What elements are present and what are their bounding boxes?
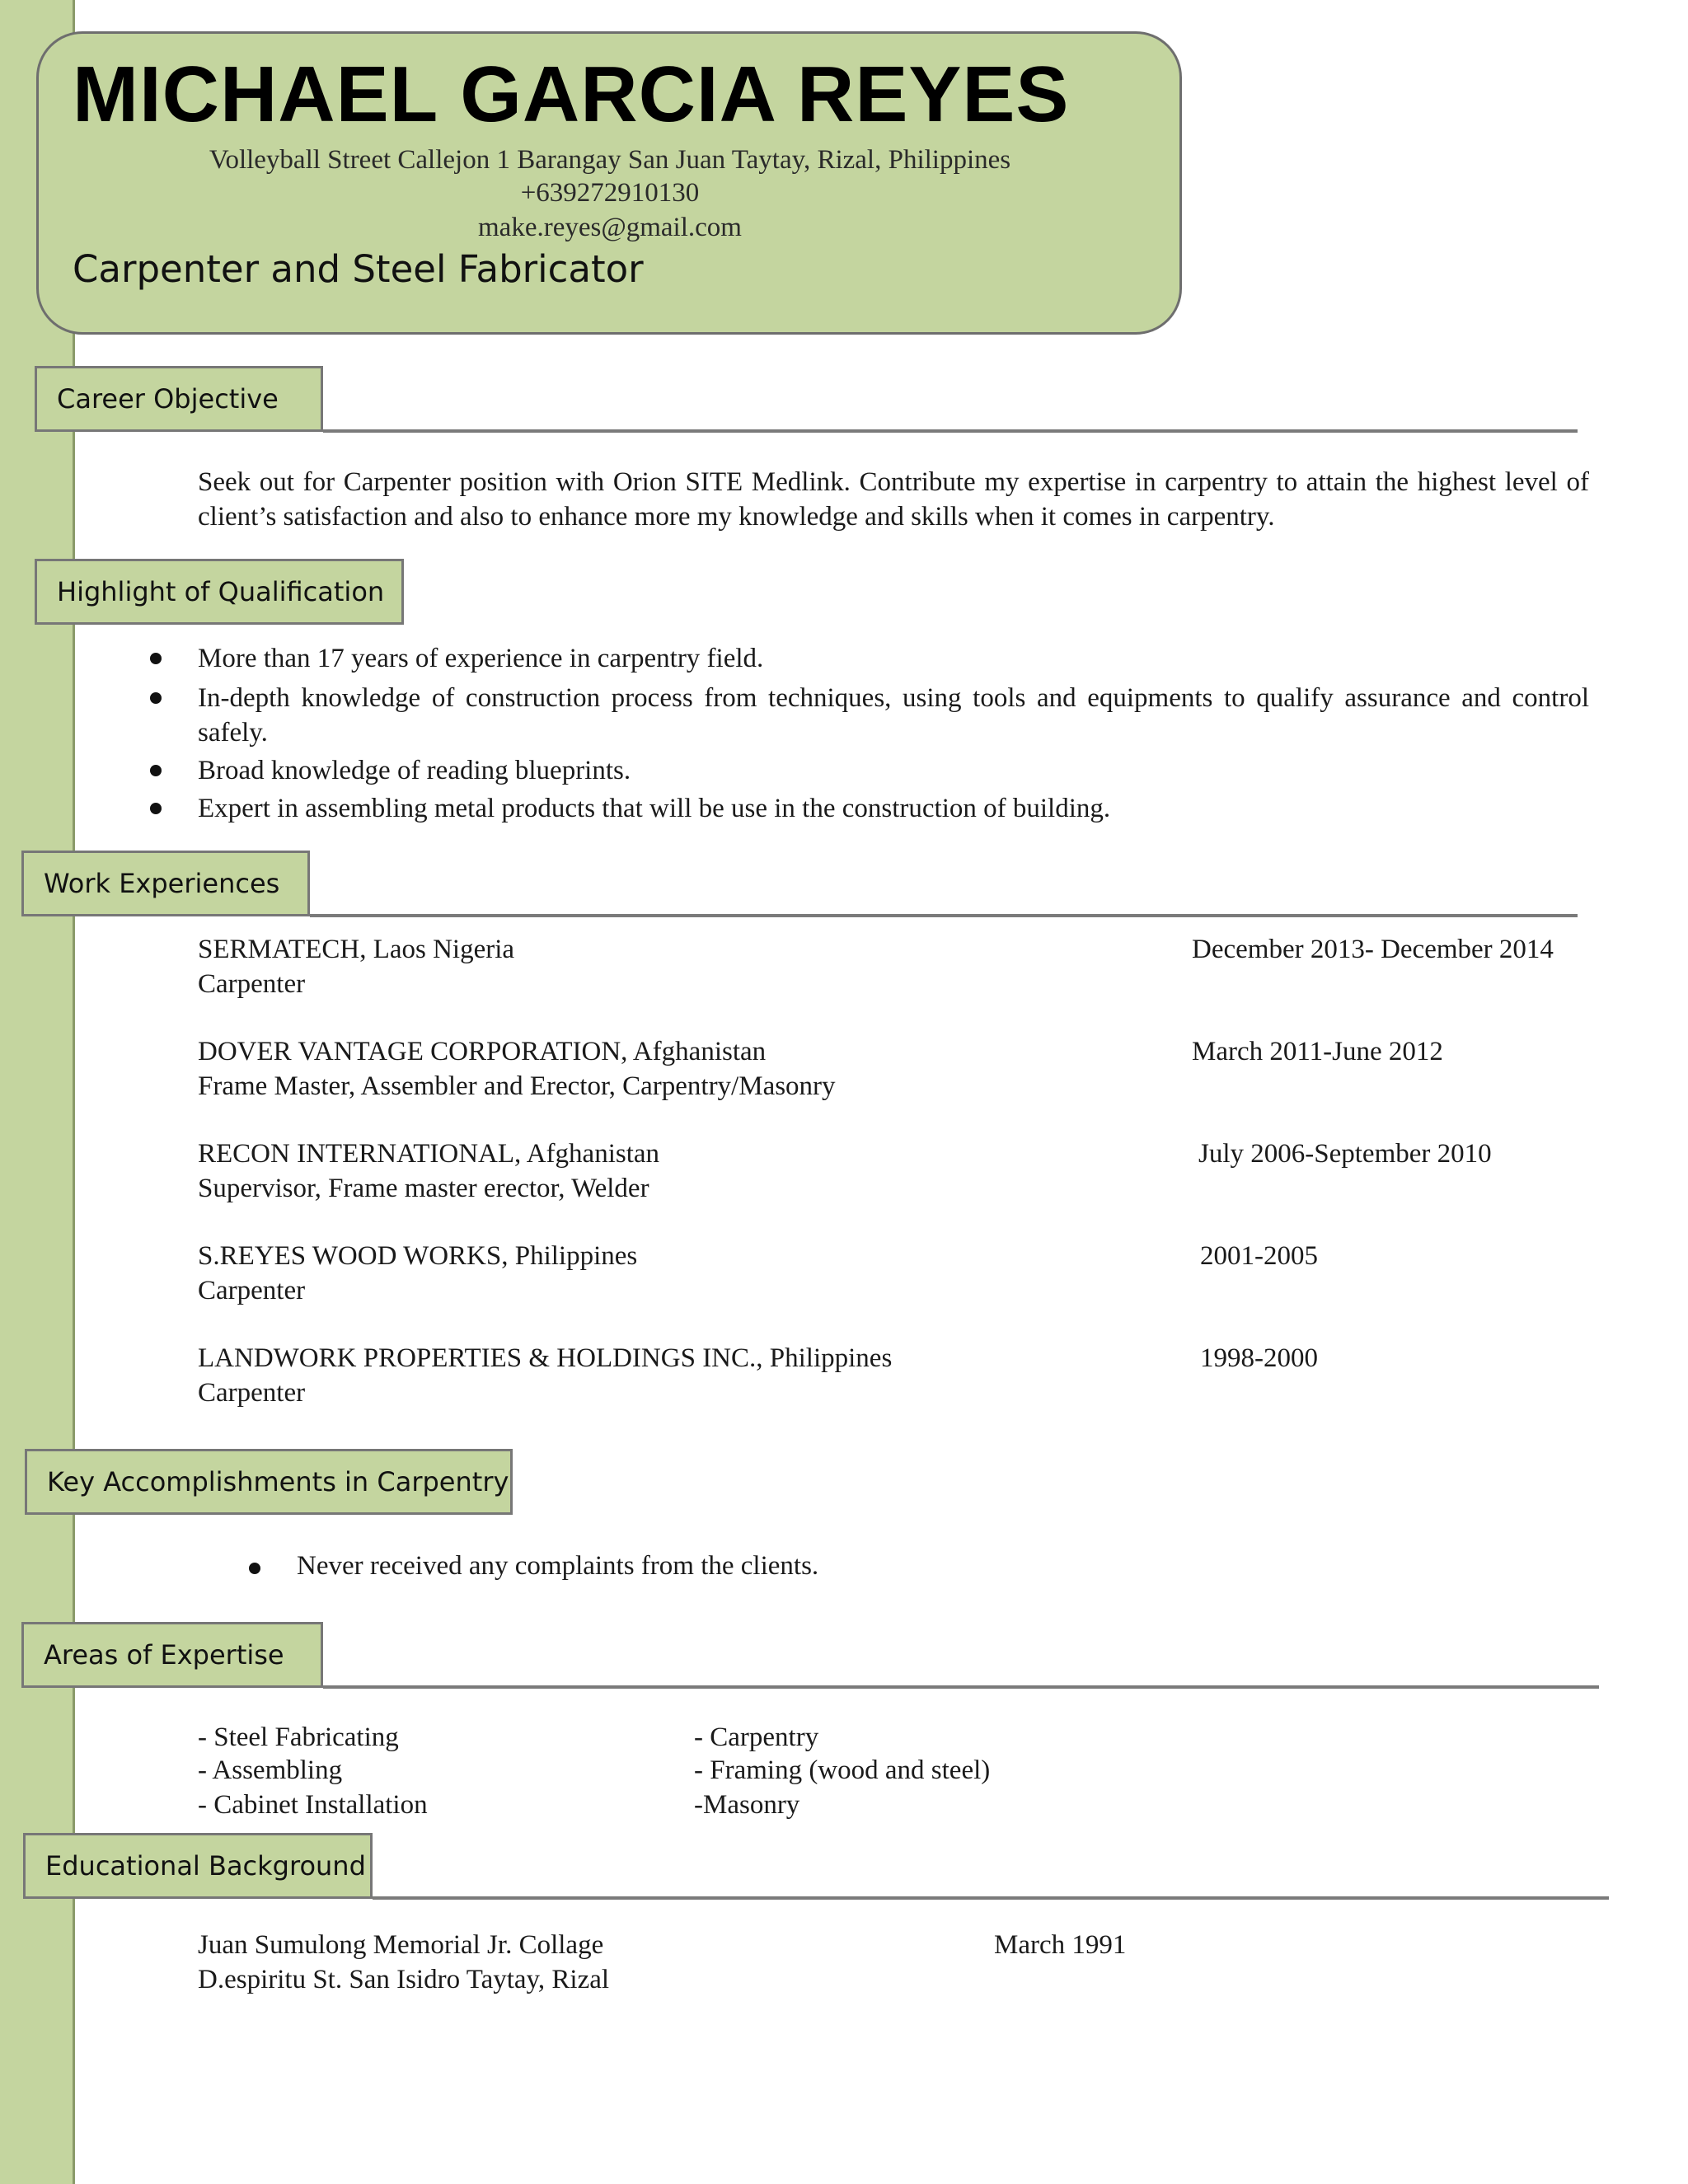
job-position: Supervisor, Frame master erector, Welder	[198, 1174, 649, 1203]
qualification-item: Expert in assembling metal products that will be use in the construction of building.	[198, 794, 1111, 823]
education-date: March 1991	[994, 1930, 1127, 1960]
job-title: Carpenter and Steel Fabricator	[73, 247, 644, 291]
job-company: RECON INTERNATIONAL, Afghanistan	[198, 1139, 660, 1169]
job-company: SERMATECH, Laos Nigeria	[198, 935, 515, 964]
qualification-item: In-depth knowledge of construction process from techniques, using tools and equipments to qualify assurance and control safely.	[198, 683, 1589, 748]
applicant-name: MICHAEL GARCIA REYES	[73, 50, 1070, 138]
job-company: DOVER VANTAGE CORPORATION, Afghanistan	[198, 1037, 767, 1066]
career-objective-text: Seek out for Carpenter position with Orion SITE Medlink. Contribute my expertise in carpentry to attain the highest level of client’s satisfaction and also to enhance more my knowledge and skills when it comes in carpentry.	[198, 467, 1589, 532]
section-heading-accomplishments: Key Accomplishments in Carpentry	[25, 1449, 513, 1515]
section-heading-qualifications: Highlight of Qualification	[35, 559, 404, 625]
expertise-item: - Assembling	[198, 1755, 343, 1785]
section-heading-career-objective: Career Objective	[35, 366, 323, 432]
school-address: D.espiritu St. San Isidro Taytay, Rizal	[198, 1965, 610, 1994]
job-position: Carpenter	[198, 969, 306, 999]
section-divider	[373, 1896, 1609, 1900]
bullet-icon	[150, 765, 162, 776]
address: Volleyball Street Callejon 1 Barangay San Juan Taytay, Rizal, Philippines	[209, 145, 1011, 175]
job-dates: 2001-2005	[1200, 1241, 1318, 1271]
expertise-item: - Cabinet Installation	[198, 1790, 428, 1820]
bullet-icon	[150, 803, 162, 814]
job-position: Frame Master, Assembler and Erector, Carpentry/Masonry	[198, 1071, 836, 1101]
expertise-item: -Masonry	[694, 1790, 800, 1820]
section-heading-areas-of-expertise: Areas of Expertise	[21, 1622, 323, 1688]
qualification-item: Broad knowledge of reading blueprints.	[198, 756, 631, 785]
school-name: Juan Sumulong Memorial Jr. Collage	[198, 1930, 604, 1960]
job-company: S.REYES WOOD WORKS, Philippines	[198, 1241, 638, 1271]
phone-number: +639272910130	[520, 178, 700, 208]
section-heading-education: Educational Background	[23, 1833, 373, 1899]
section-divider	[310, 914, 1578, 917]
section-divider	[323, 429, 1578, 433]
bullet-icon	[150, 653, 162, 664]
expertise-item: - Carpentry	[694, 1722, 819, 1752]
accomplishment-item: Never received any complaints from the clients.	[297, 1551, 819, 1581]
expertise-item: - Steel Fabricating	[198, 1722, 399, 1752]
section-divider	[323, 1685, 1599, 1689]
expertise-item: - Framing (wood and steel)	[694, 1755, 991, 1785]
job-position: Carpenter	[198, 1276, 306, 1305]
job-company: LANDWORK PROPERTIES & HOLDINGS INC., Philippines	[198, 1343, 893, 1373]
bullet-icon	[150, 692, 162, 704]
qualification-item: More than 17 years of experience in carpentry field.	[198, 644, 764, 673]
job-dates: March 2011-June 2012	[1192, 1037, 1443, 1066]
job-position: Carpenter	[198, 1378, 306, 1408]
email: make.reyes@gmail.com	[478, 213, 742, 242]
job-dates: July 2006-September 2010	[1198, 1139, 1492, 1169]
section-heading-work-experiences: Work Experiences	[21, 851, 310, 916]
bullet-icon	[249, 1563, 260, 1574]
job-dates: December 2013- December 2014	[1192, 935, 1554, 964]
job-dates: 1998-2000	[1200, 1343, 1318, 1373]
